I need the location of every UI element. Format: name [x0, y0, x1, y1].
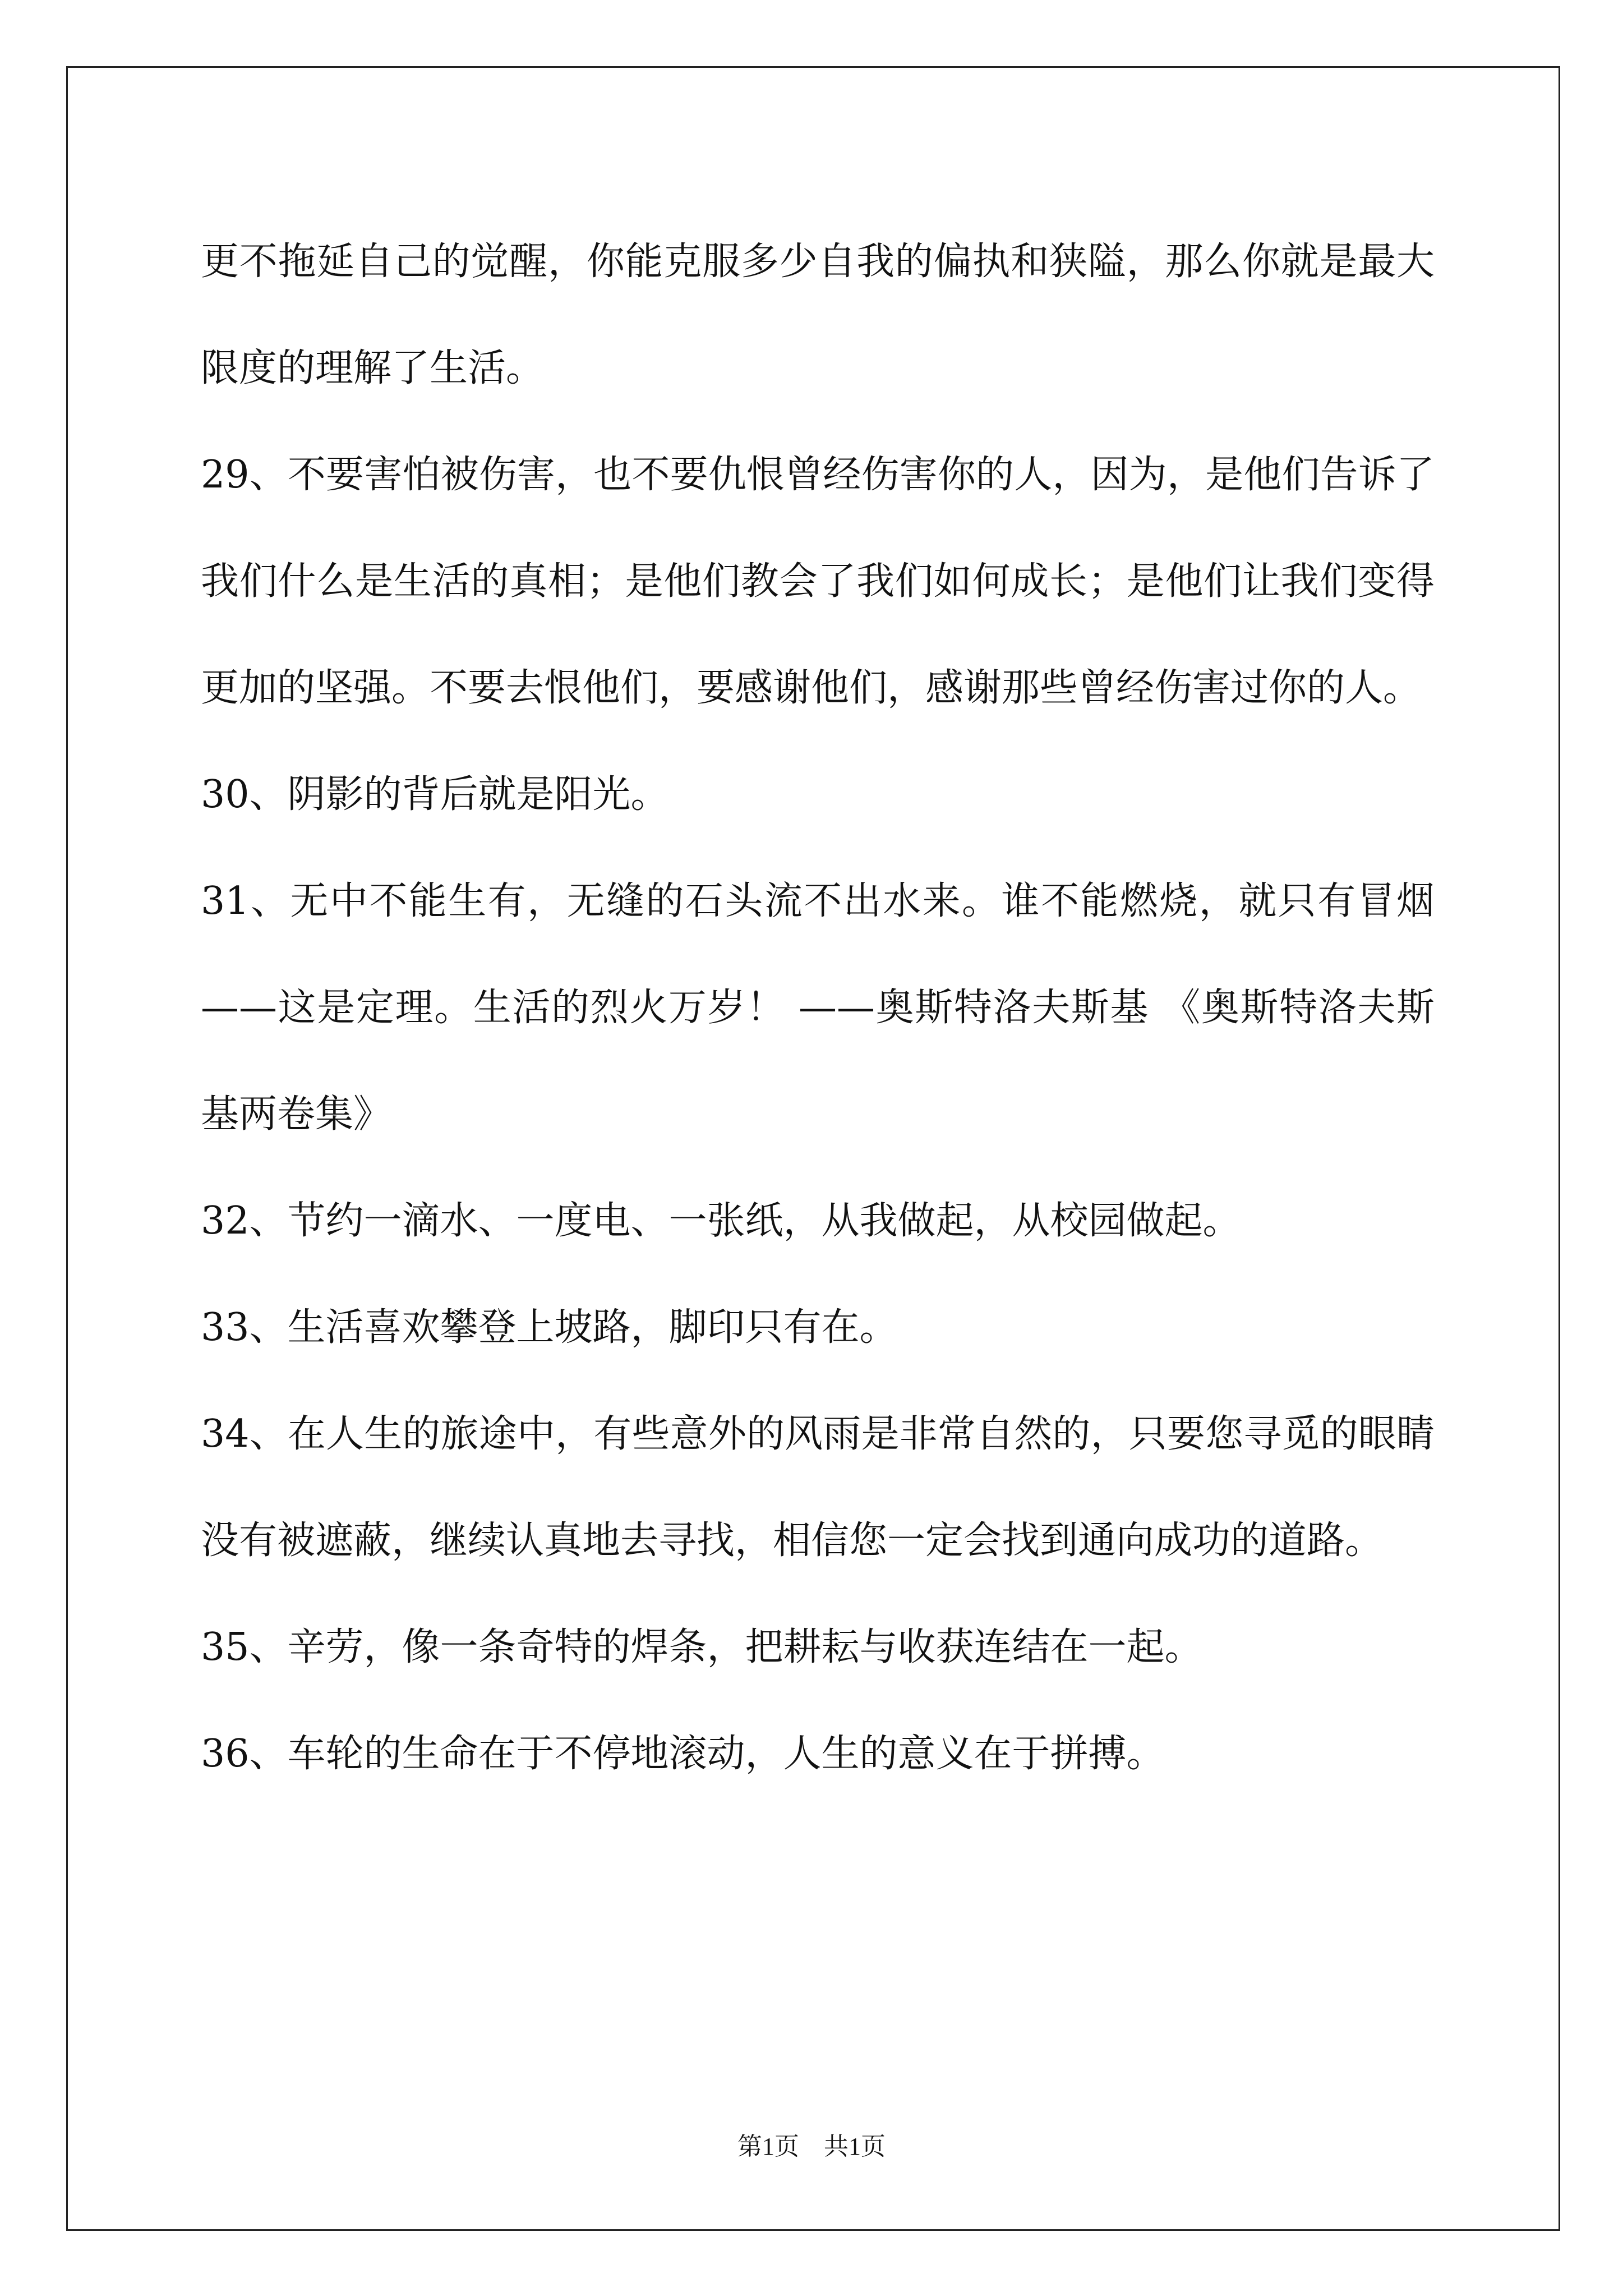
- paragraph-32: 32、节约一滴水、一度电、一张纸，从我做起，从校园做起。: [201, 1199, 1241, 1243]
- page-number-footer: 第1页 共1页: [737, 2133, 886, 2160]
- paragraph-36: 36、车轮的生命在于不停地滚动，人生的意义在于拼搏。: [201, 1732, 1165, 1776]
- paragraph-30: 30、阴影的背后就是阳光。: [201, 772, 669, 817]
- paragraph-31: 31、无中不能生有，无缝的石头流不出水来。谁不能燃烧，就只有冒烟——这是定理。生活的烈火万岁！ ——奥斯特洛夫斯基 《奥斯特洛夫斯基两卷集》: [201, 879, 1435, 1137]
- document-body: [201, 209, 1435, 1807]
- paragraph-35: 35、辛劳，像一条奇特的焊条，把耕耘与收获连结在一起。: [201, 1625, 1203, 1669]
- paragraph-34: 34、在人生的旅途中，有些意外的风雨是非常自然的，只要您寻觅的眼睛没有被遮蔽，继续认真地去寻找，相信您一定会找到通向成功的道路。: [201, 1412, 1435, 1563]
- paragraph-29: 29、不要害怕被伤害，也不要仇恨曾经伤害你的人，因为，是他们告诉了我们什么是生活的真相；是他们教会了我们如何成长；是他们让我们变得更加的坚强。不要去恨他们，要感谢他们，感谢那些曾经伤害过你的人。: [201, 453, 1435, 710]
- paragraph-continuation: 更不拖延自己的觉醒，你能克服多少自我的偏执和狭隘，那么你就是最大限度的理解了生活。: [201, 240, 1435, 390]
- paragraph-33: 33、生活喜欢攀登上坡路，脚印只有在。: [201, 1305, 898, 1350]
